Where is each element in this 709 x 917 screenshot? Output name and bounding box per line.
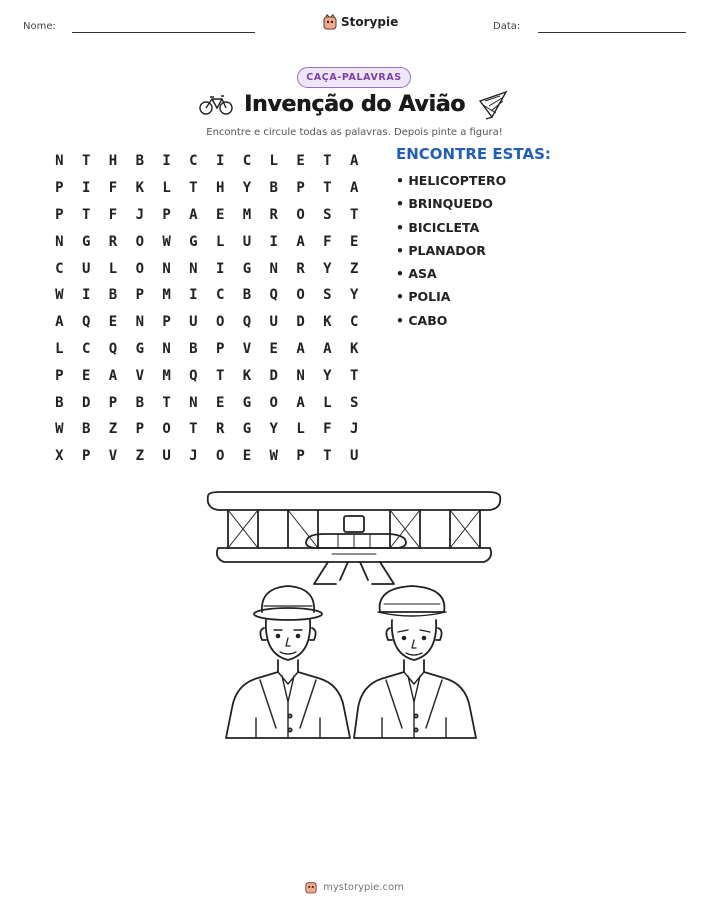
bottom-wing xyxy=(217,548,491,562)
grid-letter[interactable]: K xyxy=(323,314,332,331)
grid-letter[interactable]: I xyxy=(81,180,91,197)
grid-letter[interactable]: V xyxy=(135,367,144,384)
grid-letter[interactable]: F xyxy=(108,180,118,197)
grid-letter[interactable]: R xyxy=(269,206,278,223)
grid-letter[interactable]: B xyxy=(55,394,64,411)
grid-letter[interactable]: O xyxy=(135,260,144,277)
grid-letter[interactable]: O xyxy=(215,314,225,331)
storypie-logo-icon xyxy=(305,880,317,894)
grid-letter[interactable]: N xyxy=(162,340,171,357)
grid-letter[interactable]: V xyxy=(108,448,118,465)
grid-letter[interactable]: W xyxy=(162,233,171,250)
grid-letter[interactable]: E xyxy=(215,394,225,411)
grid-letter[interactable]: H xyxy=(108,153,118,170)
grid-letter[interactable]: E xyxy=(81,367,91,384)
grid-letter[interactable]: F xyxy=(323,421,332,438)
grid-letter[interactable]: N xyxy=(189,394,198,411)
grid-letter[interactable]: W xyxy=(55,421,64,438)
grid-letter[interactable]: B xyxy=(242,287,252,304)
grid-letter[interactable]: P xyxy=(135,287,144,304)
footer xyxy=(0,880,709,894)
grid-letter[interactable]: T xyxy=(349,367,359,384)
grid-letter[interactable]: I xyxy=(215,260,225,277)
grid-letter[interactable]: T xyxy=(323,153,332,170)
grid-letter[interactable]: W xyxy=(269,448,278,465)
elevator xyxy=(306,534,406,548)
grid-letter[interactable]: A xyxy=(349,180,359,197)
grid-letter[interactable]: I xyxy=(269,233,278,250)
grid-letter[interactable]: D xyxy=(81,394,91,411)
header-logo xyxy=(323,14,398,30)
grid-letter[interactable]: B xyxy=(269,180,278,197)
grid-letter[interactable]: L xyxy=(215,233,225,250)
grid-letter[interactable]: U xyxy=(242,233,252,250)
grid-letter[interactable]: L xyxy=(55,340,64,357)
grid-letter[interactable]: D xyxy=(269,367,278,384)
grid-letter[interactable]: B xyxy=(108,287,118,304)
glider-icon xyxy=(476,89,508,121)
grid-letter[interactable]: V xyxy=(242,340,252,357)
grid-letter[interactable]: Z xyxy=(108,421,118,438)
grid-letter[interactable]: B xyxy=(189,340,198,357)
grid-letter[interactable]: T xyxy=(81,206,91,223)
grid-letter[interactable]: Q xyxy=(269,287,278,304)
word-list-title: ENCONTRE ESTAS: xyxy=(396,145,551,163)
word-list-item: • HELICOPTERO xyxy=(396,173,507,188)
word-search-grid[interactable] xyxy=(46,148,368,470)
brand-name: Storypie xyxy=(341,15,399,29)
grid-letter[interactable]: J xyxy=(349,421,359,438)
grid-letter[interactable]: E xyxy=(242,448,252,465)
grid-letter[interactable]: Q xyxy=(81,314,91,331)
grid-letter[interactable]: A xyxy=(296,394,305,411)
page-title: Invenção do Avião xyxy=(244,92,465,117)
grid-letter[interactable]: N xyxy=(296,367,305,384)
grid-letter[interactable]: L xyxy=(296,421,305,438)
grid-letter[interactable]: L xyxy=(108,260,118,277)
grid-letter[interactable]: M xyxy=(242,206,252,223)
grid-letter[interactable]: A xyxy=(323,340,332,357)
grid-letter[interactable]: C xyxy=(349,314,359,331)
grid-letter[interactable]: P xyxy=(162,314,171,331)
grid-letter[interactable]: K xyxy=(135,180,144,197)
grid-letter[interactable]: L xyxy=(323,394,332,411)
word-list-item: • BRINQUEDO xyxy=(396,196,493,212)
instructions: Encontre e circule todas as palavras. Depois pinte a figura! xyxy=(206,127,503,138)
grid-letter[interactable]: I xyxy=(81,287,91,304)
grid-letter[interactable]: G xyxy=(189,233,198,250)
grid-letter[interactable]: N xyxy=(189,260,198,277)
word-list-item: • ASA xyxy=(396,266,437,282)
grid-letter[interactable]: J xyxy=(189,448,198,465)
grid-letter[interactable]: O xyxy=(296,206,305,223)
wright-brothers-illustration xyxy=(198,488,510,744)
grid-letter[interactable]: P xyxy=(135,421,144,438)
bicycle-icon xyxy=(199,94,233,116)
grid-letter[interactable]: O xyxy=(162,421,171,438)
grid-letter[interactable]: P xyxy=(81,448,91,465)
grid-letter[interactable]: Y xyxy=(269,421,278,438)
grid-letter[interactable]: B xyxy=(81,421,91,438)
grid-letter[interactable]: O xyxy=(215,448,225,465)
grid-letter[interactable]: N xyxy=(269,260,278,277)
grid-letter[interactable]: Z xyxy=(135,448,144,465)
grid-letter[interactable]: P xyxy=(296,448,305,465)
grid-letter[interactable]: P xyxy=(55,180,64,197)
grid-letter[interactable]: T xyxy=(189,421,198,438)
grid-letter[interactable]: Y xyxy=(349,287,359,304)
grid-letter[interactable]: S xyxy=(323,206,332,223)
grid-letter[interactable]: E xyxy=(296,153,305,170)
word-list-item: • POLIA xyxy=(396,289,451,305)
date-line[interactable] xyxy=(538,32,686,33)
grid-letter[interactable]: I xyxy=(162,153,171,170)
grid-letter[interactable]: H xyxy=(215,180,225,197)
activity-badge: CAÇA-PALAVRAS xyxy=(297,67,411,88)
grid-letter[interactable]: S xyxy=(349,394,359,411)
grid-letter[interactable]: T xyxy=(323,180,332,197)
grid-letter[interactable]: Z xyxy=(349,260,359,277)
grid-letter[interactable]: C xyxy=(55,260,64,277)
grid-letter[interactable]: O xyxy=(269,394,278,411)
grid-letter[interactable]: C xyxy=(215,287,225,304)
grid-letter[interactable]: Q xyxy=(108,340,118,357)
word-list-item: • CABO xyxy=(396,312,448,328)
grid-letter[interactable]: P xyxy=(55,206,64,223)
grid-letter[interactable]: R xyxy=(296,260,305,277)
grid-letter[interactable]: U xyxy=(189,314,198,331)
grid-letter[interactable]: G xyxy=(242,421,252,438)
grid-letter[interactable]: E xyxy=(108,314,118,331)
grid-letter[interactable]: L xyxy=(162,180,171,197)
grid-letter[interactable]: R xyxy=(215,421,225,438)
grid-letter[interactable]: T xyxy=(189,180,198,197)
grid-letter[interactable]: N xyxy=(55,153,64,170)
grid-letter[interactable]: F xyxy=(323,233,332,250)
name-label: Nome: xyxy=(23,21,56,32)
grid-letter[interactable]: G xyxy=(242,394,252,411)
grid-letter[interactable]: I xyxy=(189,287,198,304)
grid-letter[interactable]: U xyxy=(349,448,359,465)
grid-letter[interactable]: B xyxy=(135,394,144,411)
grid-letter[interactable]: B xyxy=(135,153,144,170)
grid-letter[interactable]: Y xyxy=(323,260,332,277)
grid-letter[interactable]: X xyxy=(55,448,64,465)
grid-letter[interactable]: P xyxy=(296,180,305,197)
grid-letter[interactable]: F xyxy=(108,206,118,223)
grid-letter[interactable]: T xyxy=(323,448,332,465)
grid-letter[interactable]: Y xyxy=(242,180,252,197)
grid-letter[interactable]: P xyxy=(55,367,64,384)
grid-letter[interactable]: G xyxy=(242,260,252,277)
grid-letter[interactable]: W xyxy=(55,287,64,304)
grid-letter[interactable]: T xyxy=(162,394,171,411)
grid-letter[interactable]: A xyxy=(296,233,305,250)
name-line[interactable] xyxy=(72,32,255,33)
grid-letter[interactable]: C xyxy=(189,153,198,170)
grid-letter[interactable]: O xyxy=(296,287,305,304)
grid-letter[interactable]: P xyxy=(215,340,225,357)
grid-letter[interactable]: E xyxy=(349,233,359,250)
grid-letter[interactable]: C xyxy=(242,153,252,170)
grid-letter[interactable]: C xyxy=(81,340,91,357)
grid-letter[interactable]: U xyxy=(81,260,91,277)
grid-letter[interactable]: S xyxy=(323,287,332,304)
grid-letter[interactable]: E xyxy=(215,206,225,223)
grid-letter[interactable]: I xyxy=(215,153,225,170)
grid-letter[interactable]: T xyxy=(349,206,359,223)
grid-letter[interactable]: T xyxy=(81,153,91,170)
word-list-item: • BICICLETA xyxy=(396,219,480,235)
grid-letter[interactable]: D xyxy=(296,314,305,331)
grid-letter[interactable]: K xyxy=(242,367,252,384)
grid-letter[interactable]: J xyxy=(135,206,144,223)
grid-letter[interactable]: A xyxy=(108,367,118,384)
grid-letter[interactable]: K xyxy=(349,340,359,357)
grid-letter[interactable]: E xyxy=(269,340,278,357)
footer-url[interactable]: mystorypie.com xyxy=(323,881,404,893)
grid-letter[interactable]: G xyxy=(81,233,91,250)
grid-letter[interactable]: R xyxy=(108,233,118,250)
grid-letter[interactable]: P xyxy=(162,206,171,223)
grid-letter[interactable]: Y xyxy=(323,367,332,384)
grid-letter[interactable]: Q xyxy=(242,314,252,331)
grid-letter[interactable]: A xyxy=(349,153,359,170)
grid-letter[interactable]: P xyxy=(108,394,118,411)
word-list xyxy=(396,171,506,334)
grid-letter[interactable]: L xyxy=(269,153,278,170)
grid-letter[interactable]: T xyxy=(215,367,225,384)
grid-letter[interactable]: N xyxy=(55,233,64,250)
grid-letter[interactable]: Q xyxy=(189,367,198,384)
grid-letter[interactable]: M xyxy=(162,287,171,304)
top-wing xyxy=(208,492,501,510)
grid-letter[interactable]: N xyxy=(135,314,144,331)
grid-letter[interactable]: M xyxy=(162,367,171,384)
word-list-item: • PLANADOR xyxy=(396,242,486,258)
grid-letter[interactable]: U xyxy=(269,314,278,331)
grid-letter[interactable]: A xyxy=(296,340,305,357)
grid-letter[interactable]: O xyxy=(135,233,144,250)
grid-letter[interactable]: A xyxy=(189,206,198,223)
grid-letter[interactable]: G xyxy=(135,340,144,357)
date-label: Data: xyxy=(493,21,521,32)
grid-letter[interactable]: U xyxy=(162,448,171,465)
grid-letter[interactable]: A xyxy=(55,314,64,331)
grid-letter[interactable]: N xyxy=(162,260,171,277)
storypie-logo-icon xyxy=(323,14,337,30)
